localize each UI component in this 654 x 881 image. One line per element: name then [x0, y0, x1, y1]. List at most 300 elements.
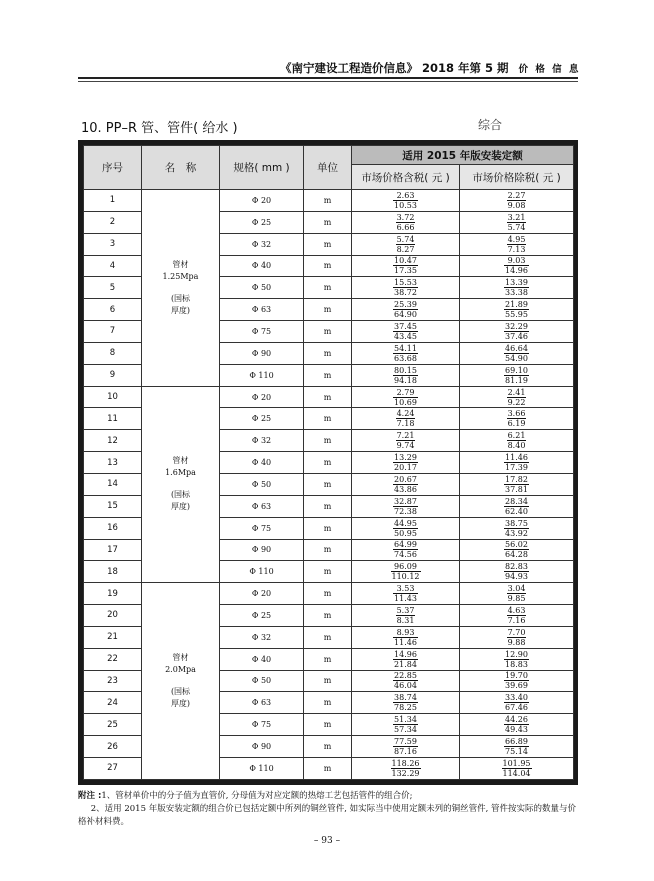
price-notax-cell — [460, 583, 574, 605]
price-notax-numerator: 4.63 — [507, 605, 526, 615]
row-seq: 19 — [84, 583, 142, 605]
row-spec: Φ 40 — [220, 255, 304, 277]
price-table — [83, 145, 574, 780]
row-unit: m — [304, 648, 352, 670]
price-tax-cell — [352, 430, 460, 452]
price-notax-fraction — [507, 213, 527, 232]
price-notax-fraction — [504, 737, 529, 756]
price-tax-denominator: 20.17 — [394, 463, 417, 473]
price-table-body — [84, 190, 574, 780]
price-tax-fraction — [393, 650, 418, 669]
price-notax-fraction — [507, 388, 527, 407]
price-notax-numerator: 38.75 — [505, 518, 528, 528]
price-notax-cell — [460, 539, 574, 561]
price-notax-numerator: 21.89 — [505, 300, 528, 310]
row-seq: 26 — [84, 736, 142, 758]
price-notax-cell — [460, 452, 574, 474]
row-unit: m — [304, 626, 352, 648]
row-spec: Φ 90 — [220, 539, 304, 561]
price-notax-denominator: 64.28 — [505, 550, 528, 560]
price-notax-fraction — [507, 584, 527, 603]
price-notax-numerator: 13.39 — [505, 278, 528, 288]
row-unit: m — [304, 736, 352, 758]
price-notax-denominator: 62.40 — [505, 506, 528, 516]
row-spec: Φ 25 — [220, 211, 304, 233]
row-seq: 20 — [84, 605, 142, 627]
table-row — [84, 583, 574, 605]
price-notax-denominator: 39.69 — [505, 681, 528, 691]
price-tax-fraction — [396, 213, 416, 232]
price-notax-denominator: 37.81 — [505, 484, 528, 494]
price-notax-cell — [460, 670, 574, 692]
price-notax-denominator: 7.16 — [507, 615, 526, 625]
row-seq: 11 — [84, 408, 142, 430]
price-tax-numerator: 44.95 — [394, 518, 417, 528]
price-notax-fraction — [504, 562, 529, 581]
price-notax-fraction — [507, 606, 527, 625]
price-tax-denominator: 50.95 — [394, 528, 417, 538]
price-tax-fraction — [393, 497, 418, 516]
price-tax-numerator: 2.63 — [393, 191, 418, 201]
row-spec: Φ 20 — [220, 190, 304, 212]
price-tax-denominator: 7.18 — [396, 419, 415, 429]
row-seq: 10 — [84, 386, 142, 408]
price-notax-denominator: 8.40 — [507, 441, 526, 451]
price-tax-denominator: 38.72 — [394, 288, 417, 298]
price-tax-fraction — [393, 475, 418, 494]
price-notax-denominator: 18.83 — [505, 659, 528, 669]
price-tax-fraction — [391, 562, 421, 581]
price-tax-numerator: 10.47 — [394, 256, 417, 266]
row-seq: 3 — [84, 233, 142, 255]
row-unit: m — [304, 670, 352, 692]
price-tax-numerator: 3.72 — [396, 212, 415, 222]
material-note-line: 厚度) — [170, 502, 191, 512]
price-tax-numerator: 5.74 — [396, 234, 415, 244]
price-notax-numerator: 12.90 — [505, 649, 528, 659]
price-notax-fraction — [504, 475, 529, 494]
price-notax-cell — [460, 299, 574, 321]
row-seq: 27 — [84, 757, 142, 779]
price-tax-cell — [352, 757, 460, 779]
price-tax-fraction — [393, 388, 418, 407]
price-notax-cell — [460, 757, 574, 779]
material-note-line: (国标 — [170, 687, 191, 697]
price-tax-denominator: 43.86 — [394, 484, 417, 494]
row-spec: Φ 50 — [220, 277, 304, 299]
header-rule-thick — [78, 77, 578, 79]
row-spec: Φ 32 — [220, 233, 304, 255]
price-tax-cell — [352, 408, 460, 430]
row-unit: m — [304, 495, 352, 517]
price-notax-denominator: 81.19 — [505, 375, 528, 385]
price-tax-cell — [352, 517, 460, 539]
price-tax-numerator: 3.53 — [393, 584, 418, 594]
price-tax-denominator: 8.31 — [396, 615, 415, 625]
price-tax-cell — [352, 364, 460, 386]
price-notax-fraction — [504, 278, 529, 297]
price-tax-cell — [352, 714, 460, 736]
price-tax-fraction — [393, 191, 418, 210]
price-tax-cell — [352, 605, 460, 627]
price-notax-fraction — [504, 300, 529, 319]
price-notax-fraction — [504, 650, 529, 669]
price-notax-cell — [460, 692, 574, 714]
material-name — [142, 190, 220, 387]
material-name-line: 管材 — [172, 259, 189, 269]
price-notax-cell — [460, 277, 574, 299]
price-tax-denominator: 74.56 — [394, 550, 417, 560]
price-tax-denominator: 46.04 — [394, 681, 417, 691]
row-seq: 16 — [84, 517, 142, 539]
price-notax-fraction — [504, 671, 529, 690]
price-notax-cell — [460, 211, 574, 233]
price-tax-cell — [352, 452, 460, 474]
price-tax-denominator: 43.45 — [394, 331, 417, 341]
price-notax-numerator: 69.10 — [505, 365, 528, 375]
spacer — [142, 479, 219, 489]
price-notax-numerator: 3.21 — [507, 212, 526, 222]
price-notax-fraction — [504, 519, 529, 538]
row-seq: 14 — [84, 473, 142, 495]
price-notax-fraction — [504, 256, 529, 275]
price-tax-fraction — [393, 737, 418, 756]
header-title: 《南宁建设工程造价信息》 2018 年第 5 期 — [280, 61, 509, 75]
price-notax-numerator: 3.04 — [507, 584, 526, 594]
price-notax-denominator: 9.08 — [507, 200, 526, 210]
price-notax-cell — [460, 255, 574, 277]
price-tax-fraction — [396, 409, 416, 428]
row-spec: Φ 90 — [220, 342, 304, 364]
price-tax-numerator: 5.37 — [396, 605, 415, 615]
price-tax-numerator: 80.15 — [394, 365, 417, 375]
price-notax-cell — [460, 626, 574, 648]
price-notax-numerator: 2.41 — [507, 387, 526, 397]
row-seq: 17 — [84, 539, 142, 561]
price-tax-fraction — [393, 540, 418, 559]
price-tax-fraction — [393, 671, 418, 690]
header-subtitle: 价 格 信 息 — [518, 64, 581, 75]
row-unit: m — [304, 233, 352, 255]
row-unit: m — [304, 430, 352, 452]
price-notax-fraction — [504, 344, 529, 363]
price-tax-denominator: 57.34 — [394, 725, 417, 735]
price-notax-fraction — [504, 322, 529, 341]
footnotes — [78, 790, 578, 829]
price-notax-cell — [460, 714, 574, 736]
price-tax-fraction — [391, 759, 421, 778]
price-tax-fraction — [396, 235, 416, 254]
price-notax-cell — [460, 364, 574, 386]
row-unit: m — [304, 342, 352, 364]
row-spec: Φ 75 — [220, 517, 304, 539]
row-seq: 7 — [84, 321, 142, 343]
price-tax-denominator: 10.53 — [394, 200, 417, 210]
price-tax-fraction — [393, 693, 418, 712]
row-spec: Φ 50 — [220, 670, 304, 692]
price-tax-cell — [352, 583, 460, 605]
row-seq: 4 — [84, 255, 142, 277]
row-seq: 5 — [84, 277, 142, 299]
price-tax-cell — [352, 473, 460, 495]
price-tax-cell — [352, 321, 460, 343]
price-tax-numerator: 20.67 — [394, 474, 417, 484]
price-notax-cell — [460, 408, 574, 430]
price-notax-cell — [460, 648, 574, 670]
material-note-line: (国标 — [170, 490, 191, 500]
price-notax-denominator: 37.46 — [505, 331, 528, 341]
price-notax-numerator: 9.03 — [504, 256, 529, 266]
header-name: 名 称 — [142, 146, 220, 190]
price-tax-fraction — [396, 431, 416, 450]
price-notax-cell — [460, 233, 574, 255]
price-tax-denominator: 110.12 — [391, 572, 420, 582]
row-spec: Φ 50 — [220, 473, 304, 495]
price-notax-denominator: 94.93 — [505, 572, 528, 582]
price-notax-cell — [460, 321, 574, 343]
row-unit: m — [304, 605, 352, 627]
row-seq: 1 — [84, 190, 142, 212]
row-unit: m — [304, 539, 352, 561]
price-tax-denominator: 17.35 — [394, 266, 417, 276]
price-tax-cell — [352, 561, 460, 583]
row-seq: 22 — [84, 648, 142, 670]
row-unit: m — [304, 473, 352, 495]
row-seq: 15 — [84, 495, 142, 517]
price-notax-fraction — [507, 431, 527, 450]
price-notax-denominator: 7.13 — [507, 244, 526, 254]
price-tax-numerator: 51.34 — [394, 715, 417, 725]
price-tax-cell — [352, 211, 460, 233]
row-spec: Φ 63 — [220, 299, 304, 321]
price-notax-numerator: 7.70 — [507, 627, 526, 637]
price-tax-denominator: 9.74 — [396, 441, 415, 451]
price-notax-numerator: 6.21 — [507, 431, 526, 441]
price-tax-denominator: 21.84 — [394, 659, 417, 669]
price-notax-fraction — [502, 759, 532, 778]
row-seq: 25 — [84, 714, 142, 736]
row-seq: 23 — [84, 670, 142, 692]
row-spec: Φ 90 — [220, 736, 304, 758]
price-tax-denominator: 78.25 — [394, 703, 417, 713]
page-number: – 93 – — [313, 836, 341, 846]
price-tax-numerator: 118.26 — [391, 758, 420, 768]
price-notax-cell — [460, 473, 574, 495]
price-notax-denominator: 9.85 — [507, 594, 526, 604]
price-notax-denominator: 6.19 — [507, 419, 526, 429]
table-row — [84, 190, 574, 212]
price-tax-cell — [352, 342, 460, 364]
price-notax-denominator: 54.90 — [505, 353, 528, 363]
row-unit: m — [304, 190, 352, 212]
section-note: 综合 — [478, 118, 503, 132]
price-tax-numerator: 32.87 — [394, 496, 417, 506]
price-tax-numerator: 96.09 — [391, 562, 421, 572]
row-unit: m — [304, 583, 352, 605]
row-unit: m — [304, 211, 352, 233]
price-notax-fraction — [504, 715, 529, 734]
row-spec: Φ 20 — [220, 386, 304, 408]
price-tax-fraction — [393, 628, 418, 647]
price-notax-denominator: 67.46 — [505, 703, 528, 713]
header-group: 适用 2015 年版安装定额 — [352, 146, 574, 165]
row-seq: 13 — [84, 452, 142, 474]
price-notax-fraction — [507, 628, 527, 647]
price-notax-cell — [460, 342, 574, 364]
price-tax-fraction — [393, 344, 418, 363]
notes-label: 附注 : — [78, 791, 102, 801]
material-note-line: (国标 — [170, 293, 191, 303]
price-tax-fraction — [393, 322, 418, 341]
price-tax-fraction — [393, 584, 418, 603]
price-tax-numerator: 13.29 — [394, 453, 417, 463]
row-spec: Φ 20 — [220, 583, 304, 605]
material-name — [142, 386, 220, 583]
price-notax-numerator: 3.66 — [507, 409, 526, 419]
price-tax-cell — [352, 386, 460, 408]
price-tax-fraction — [396, 606, 416, 625]
price-tax-denominator: 72.38 — [394, 506, 417, 516]
price-notax-numerator: 28.34 — [505, 496, 528, 506]
row-seq: 21 — [84, 626, 142, 648]
row-unit: m — [304, 452, 352, 474]
header-price-tax: 市场价格含税( 元 ) — [352, 165, 460, 190]
price-notax-cell — [460, 386, 574, 408]
price-tax-numerator: 54.11 — [394, 343, 417, 353]
price-tax-cell — [352, 626, 460, 648]
price-tax-numerator: 4.24 — [396, 409, 415, 419]
row-spec: Φ 40 — [220, 648, 304, 670]
price-notax-fraction — [504, 497, 529, 516]
material-name-line: 1.25Mpa — [162, 271, 199, 281]
price-tax-numerator: 8.93 — [393, 628, 418, 638]
price-tax-numerator: 2.79 — [393, 388, 418, 398]
material-name-line: 2.0Mpa — [165, 665, 196, 675]
row-spec: Φ 25 — [220, 408, 304, 430]
header-seq: 序号 — [84, 146, 142, 190]
price-notax-numerator: 82.83 — [505, 562, 528, 572]
price-notax-denominator: 5.74 — [507, 222, 526, 232]
price-notax-denominator: 33.38 — [505, 288, 528, 298]
price-notax-denominator: 9.88 — [507, 637, 526, 647]
header-unit: 单位 — [304, 146, 352, 190]
price-notax-denominator: 9.22 — [507, 397, 526, 407]
row-spec: Φ 63 — [220, 692, 304, 714]
price-notax-numerator: 4.95 — [507, 234, 526, 244]
row-unit: m — [304, 299, 352, 321]
table-row — [84, 386, 574, 408]
price-tax-cell — [352, 539, 460, 561]
row-seq: 18 — [84, 561, 142, 583]
price-tax-fraction — [393, 519, 418, 538]
price-notax-denominator: 114.04 — [502, 768, 531, 778]
row-spec: Φ 75 — [220, 714, 304, 736]
price-tax-denominator: 10.69 — [394, 397, 417, 407]
row-unit: m — [304, 321, 352, 343]
material-note-line: 厚度) — [170, 699, 191, 709]
spacer — [142, 283, 219, 293]
row-spec: Φ 63 — [220, 495, 304, 517]
row-spec: Φ 110 — [220, 561, 304, 583]
price-tax-cell — [352, 190, 460, 212]
price-tax-cell — [352, 255, 460, 277]
header-rule-thin — [78, 81, 578, 82]
price-tax-numerator: 37.45 — [394, 321, 417, 331]
price-notax-denominator: 43.92 — [505, 528, 528, 538]
material-name — [142, 583, 220, 780]
price-notax-numerator: 101.95 — [502, 758, 531, 768]
row-seq: 24 — [84, 692, 142, 714]
row-unit: m — [304, 386, 352, 408]
price-tax-cell — [352, 736, 460, 758]
price-tax-fraction — [393, 256, 418, 275]
row-spec: Φ 110 — [220, 757, 304, 779]
material-note-line: 厚度) — [170, 305, 191, 315]
price-notax-numerator: 32.29 — [505, 321, 528, 331]
price-tax-numerator: 14.96 — [394, 649, 417, 659]
price-notax-denominator: 14.96 — [505, 266, 528, 276]
row-unit: m — [304, 277, 352, 299]
row-unit: m — [304, 255, 352, 277]
note-line-2: 2、适用 2015 年版安装定额的组合价已包括定额中所列的铜丝管件, 如实际当中使用定额未列的铜丝管件, 管件按实际的数量与价格补材料费。 — [78, 804, 577, 827]
price-tax-numerator: 25.39 — [394, 300, 417, 310]
price-notax-fraction — [504, 366, 529, 385]
price-tax-fraction — [393, 715, 418, 734]
price-tax-fraction — [393, 453, 418, 472]
price-tax-denominator: 8.27 — [396, 244, 415, 254]
note-line-1: 1、管材单价中的分子值为直管价, 分母值为对应定额的热熔工艺包括管件的组合价; — [101, 791, 413, 801]
spacer — [142, 676, 219, 686]
section-title: 10. PP–R 管、管件( 给水 ) — [81, 121, 238, 136]
price-notax-cell — [460, 605, 574, 627]
price-tax-numerator: 7.21 — [396, 431, 415, 441]
header-spec: 规格( mm ) — [220, 146, 304, 190]
price-notax-cell — [460, 517, 574, 539]
row-seq: 9 — [84, 364, 142, 386]
material-name-line: 管材 — [172, 456, 189, 466]
row-seq: 12 — [84, 430, 142, 452]
row-spec: Φ 32 — [220, 430, 304, 452]
price-notax-numerator: 19.70 — [505, 671, 528, 681]
material-name-line: 1.6Mpa — [165, 468, 196, 478]
row-seq: 8 — [84, 342, 142, 364]
price-notax-cell — [460, 495, 574, 517]
price-tax-cell — [352, 670, 460, 692]
price-notax-numerator: 11.46 — [505, 453, 528, 463]
price-notax-numerator: 56.02 — [505, 540, 528, 550]
price-notax-cell — [460, 190, 574, 212]
price-notax-numerator: 66.89 — [505, 737, 528, 747]
price-notax-fraction — [504, 540, 529, 559]
price-notax-fraction — [504, 693, 529, 712]
price-table-frame — [78, 140, 578, 785]
price-notax-numerator: 46.64 — [505, 343, 528, 353]
row-spec: Φ 25 — [220, 605, 304, 627]
material-name-line: 管材 — [172, 653, 189, 663]
price-notax-numerator: 17.82 — [505, 474, 528, 484]
price-notax-denominator: 49.43 — [505, 725, 528, 735]
price-notax-denominator: 75.14 — [505, 747, 528, 757]
price-tax-fraction — [393, 278, 418, 297]
price-tax-denominator: 11.46 — [394, 637, 417, 647]
price-tax-numerator: 15.53 — [394, 278, 417, 288]
row-spec: Φ 110 — [220, 364, 304, 386]
price-tax-fraction — [393, 300, 418, 319]
price-notax-fraction — [504, 453, 529, 472]
price-tax-cell — [352, 233, 460, 255]
price-notax-numerator: 2.27 — [507, 190, 526, 200]
header-price-notax: 市场价格除税( 元 ) — [460, 165, 574, 190]
